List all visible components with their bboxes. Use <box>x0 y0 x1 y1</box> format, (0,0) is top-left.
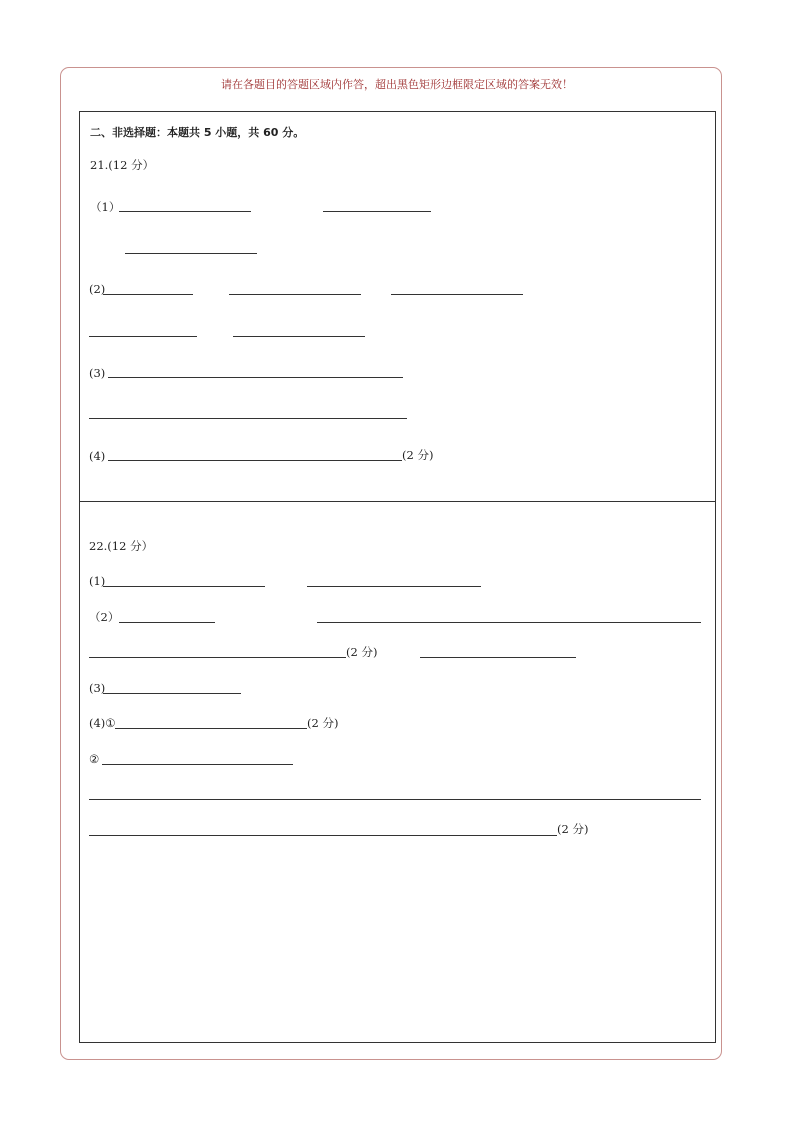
section-heading: 二、非选择题：本题共 5 小题，共 60 分。 <box>90 126 305 139</box>
q21-part3-label: (3) <box>89 366 106 380</box>
q22-part2-blank-3[interactable] <box>89 657 346 658</box>
q22-part1-label: (1) <box>89 574 106 588</box>
q22-part4-blank-1[interactable] <box>115 728 307 729</box>
q21-part3-blank-1[interactable] <box>108 377 403 378</box>
q21-part4-blank[interactable] <box>108 460 402 461</box>
q22-part4-score: (2 分) <box>307 716 339 730</box>
q21-part1-blank-3[interactable] <box>125 253 257 254</box>
q22-part1-blank-1[interactable] <box>103 586 265 587</box>
q22-part4b-blank-3[interactable] <box>89 835 557 836</box>
q22-last-score: (2 分) <box>557 822 589 836</box>
q21-part2-blank-3[interactable] <box>391 294 523 295</box>
q22-part3-label: (3) <box>89 681 106 695</box>
q21-part2-blank-1[interactable] <box>103 294 193 295</box>
answer-region-box <box>79 111 716 1043</box>
q21-part2-blank-4[interactable] <box>89 336 197 337</box>
q21-part1-blank-2[interactable] <box>323 211 431 212</box>
question-divider <box>79 501 716 502</box>
q22-part3-blank[interactable] <box>103 693 241 694</box>
q22-part1-blank-2[interactable] <box>307 586 481 587</box>
q22-part2-blank-4[interactable] <box>420 657 576 658</box>
q21-part4-score: (2 分) <box>402 448 434 462</box>
q22-part4b-blank-1[interactable] <box>102 764 293 765</box>
q21-part3-blank-2[interactable] <box>89 418 407 419</box>
q22-part4-label: (4)① <box>89 716 116 730</box>
q21-part2-label: (2) <box>89 282 106 296</box>
q22-part4b-label: ② <box>89 752 100 766</box>
q21-part2-blank-5[interactable] <box>233 336 365 337</box>
q21-part1-blank-1[interactable] <box>119 211 251 212</box>
q22-part4b-blank-2[interactable] <box>89 799 701 800</box>
q21-part1-label: （1） <box>90 200 121 214</box>
q22-part2-score: (2 分) <box>346 645 378 659</box>
notice-text: 请在各题目的答题区域内作答，超出黑色矩形边框限定区域的答案无效！ <box>221 78 573 91</box>
q21-part4-label: (4) <box>89 449 106 463</box>
q22-part2-blank-2[interactable] <box>317 622 701 623</box>
q22-part2-label: （2） <box>89 610 120 624</box>
q21-title: 21.(12 分） <box>90 158 155 172</box>
q22-part2-blank-1[interactable] <box>119 622 215 623</box>
q22-title: 22.(12 分） <box>89 539 154 553</box>
q21-part2-blank-2[interactable] <box>229 294 361 295</box>
